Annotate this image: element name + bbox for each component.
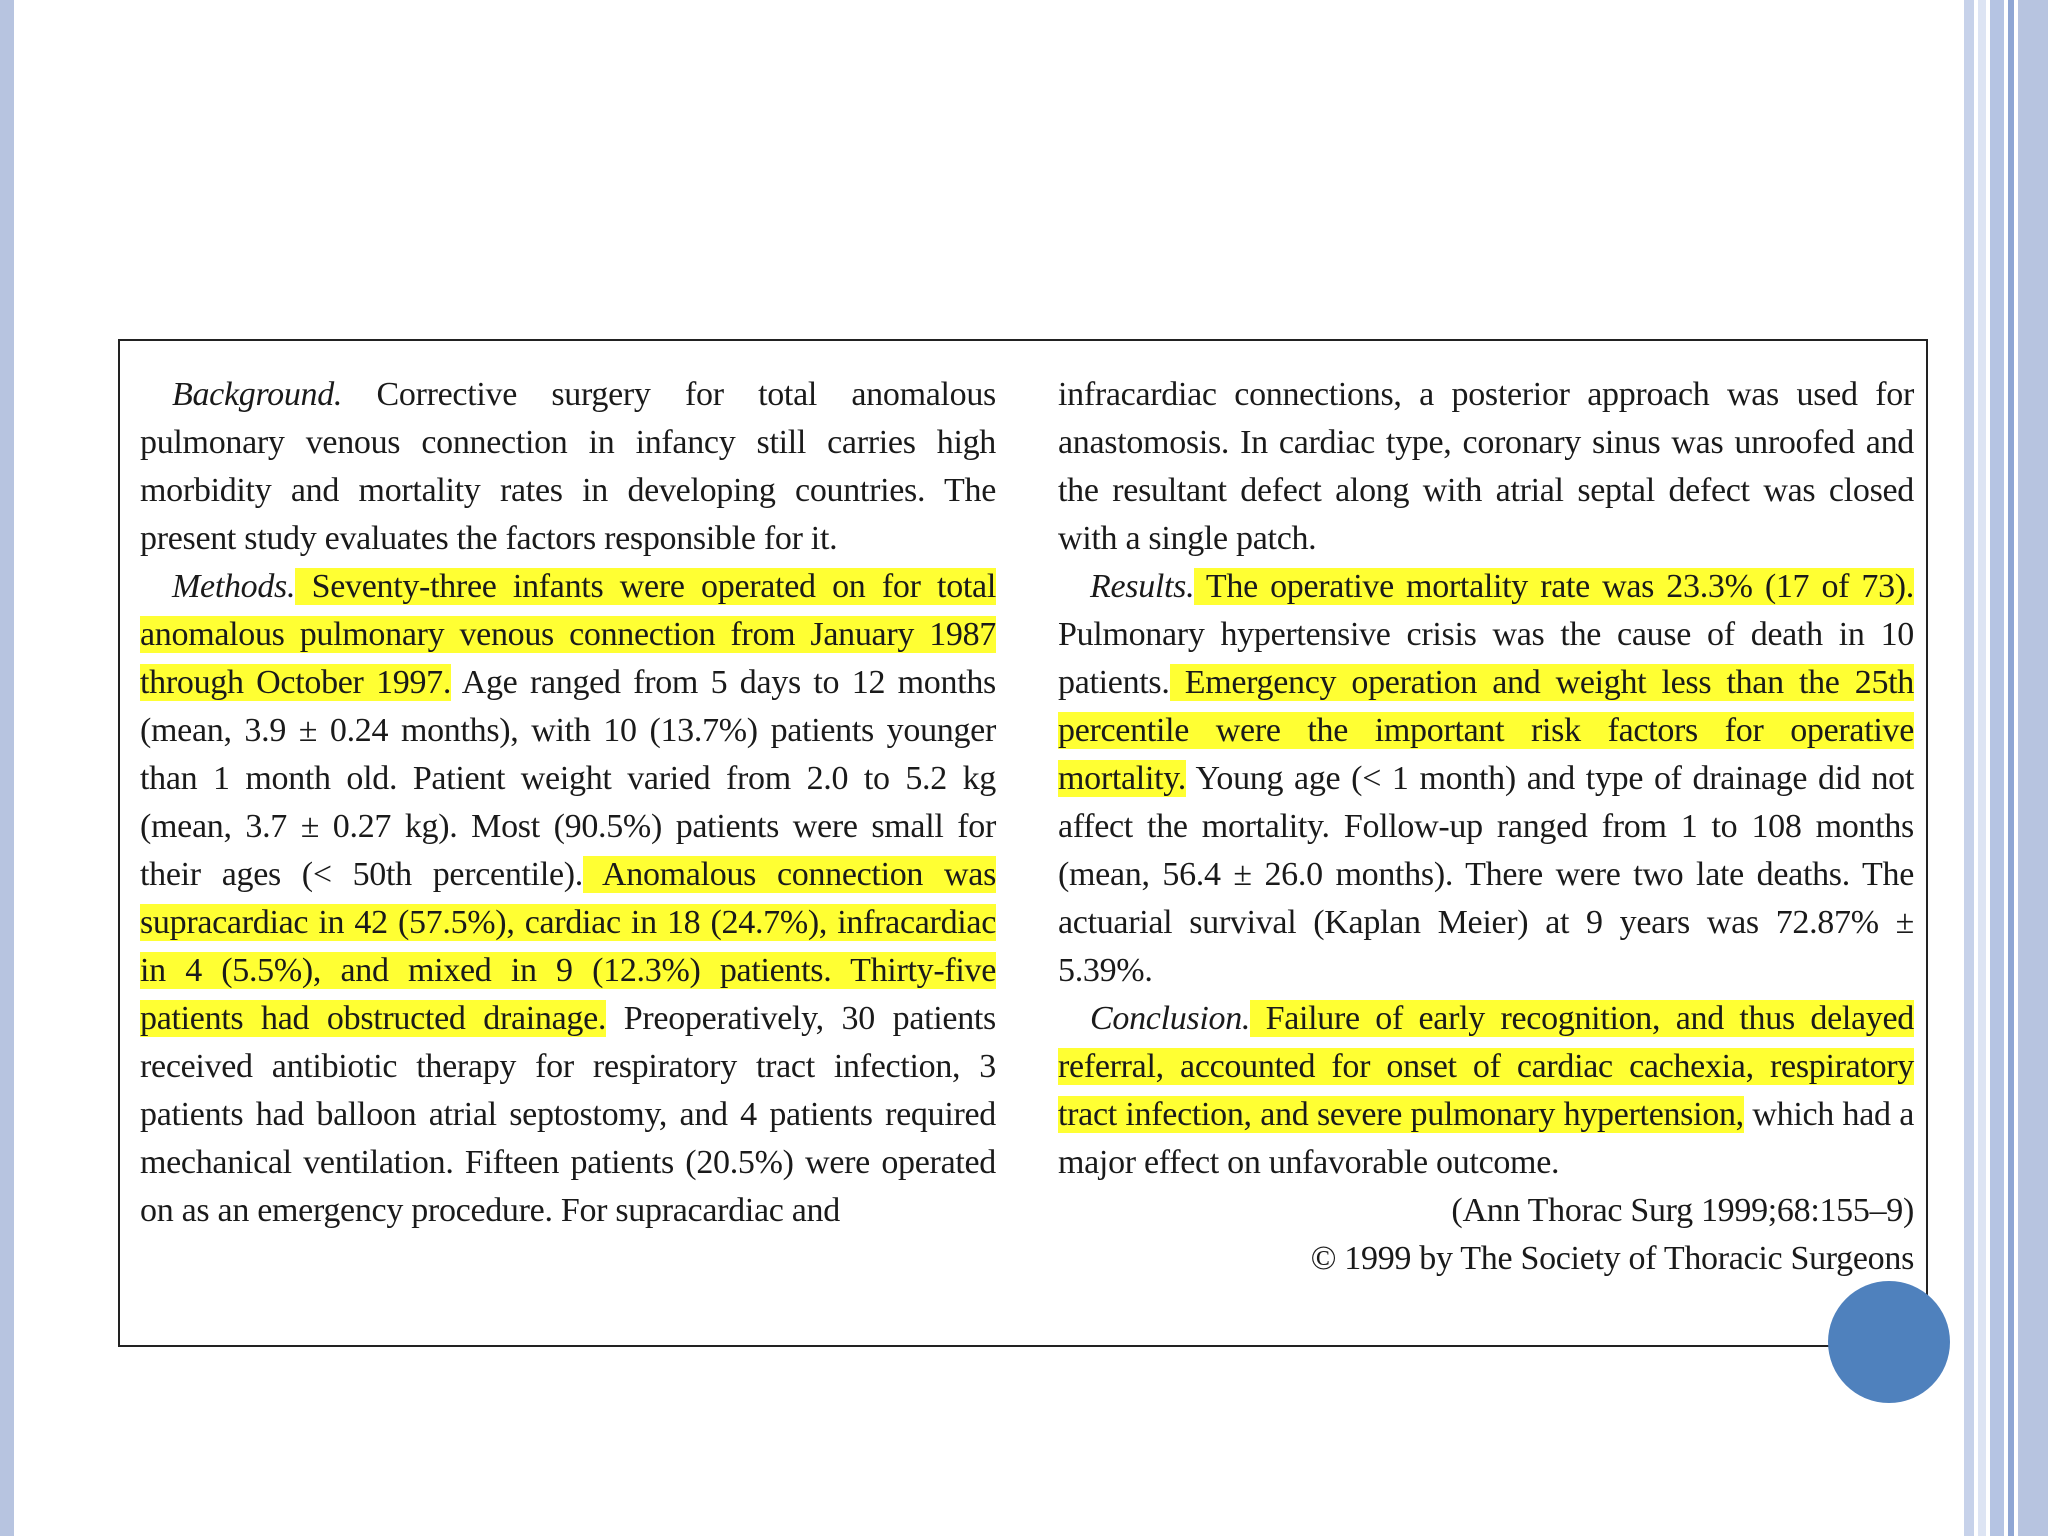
results-paragraph — [1058, 563, 1914, 995]
methods-highlight-2: Anomalous connection was supracardiac in 42 (57.5%), cardiac in 18 (24.7%), infracardiac in 4 (5.5%), and mixed in 9 (12.3%) patients. Thirty-five patients had obstructed drainage. — [140, 856, 996, 1037]
methods-label: Methods. — [172, 568, 296, 605]
abstract-left-column — [140, 371, 996, 1235]
results-highlight-2: Emergency operation and weight less than the 25th percentile were the important risk factors for operative mortality. — [1058, 664, 1914, 797]
background-label: Background. — [172, 376, 343, 413]
slide-circle-badge — [1828, 1281, 1950, 1403]
citation-block — [1058, 1187, 1914, 1283]
results-highlight-1: The operative mortality rate was 23.3% (17 of 73). — [1194, 568, 1914, 605]
methods-text-1: Age ranged from 5 days to 12 months (mean, 3.9 ± 0.24 months), with 10 (13.7%) patients younger than 1 month old. Patient weight varied from 2.0 to 5.2 kg (mean, 3.7 ± 0.27 kg). Most (90.5%) patients were small for their ages (< 50th percentile). — [140, 664, 996, 893]
conclusion-text: which had a major effect on unfavorable outcome. — [1058, 1096, 1914, 1181]
slide-right-stripe — [1964, 0, 1974, 1536]
slide-right-stripe — [2008, 0, 2014, 1536]
slide-right-stripe — [1978, 0, 1986, 1536]
slide-right-stripe — [2018, 0, 2048, 1536]
background-text: Corrective surgery for total anomalous pulmonary venous connection in infancy still carries high morbidity and mortality rates in developing countries. The present study evaluates the factors responsible for it. — [140, 376, 996, 557]
methods-text-continued: infracardiac connections, a posterior approach was used for anastomosis. In cardiac type, coronary sinus was unroofed and the resultant defect along with atrial septal defect was closed with a single patch. — [1058, 376, 1914, 557]
methods-paragraph-continued — [1058, 371, 1914, 563]
methods-text-2: Preoperatively, 30 patients received antibiotic therapy for respiratory tract infection, 3 patients had balloon atrial septostomy, and 4 patients required mechanical ventilation. Fifteen patients (20.5%) were operated on as an emergency procedure. For supracardiac and — [140, 1000, 996, 1229]
abstract-image — [118, 339, 1928, 1347]
slide-right-stripe — [1990, 0, 2004, 1536]
results-text-1: Pulmonary hypertensive crisis was the cause of death in 10 patients. — [1058, 616, 1914, 701]
methods-highlight-1: Seventy-three infants were operated on for total anomalous pulmonary venous connection from January 1987 through October 1997. — [140, 568, 996, 701]
abstract-right-column — [1058, 371, 1914, 1283]
conclusion-label: Conclusion. — [1090, 1000, 1251, 1037]
conclusion-highlight: Failure of early recognition, and thus delayed referral, accounted for onset of cardiac cachexia, respiratory tract infection, and severe pulmonary hypertension, — [1058, 1000, 1914, 1133]
results-label: Results. — [1090, 568, 1195, 605]
citation-journal: (Ann Thorac Surg 1999;68:155–9) — [1451, 1192, 1914, 1229]
slide-left-border — [0, 0, 14, 1536]
citation-copyright: © 1999 by The Society of Thoracic Surgeons — [1310, 1240, 1914, 1277]
conclusion-paragraph — [1058, 995, 1914, 1187]
results-text-2: Young age (< 1 month) and type of drainage did not affect the mortality. Follow-up ranged from 1 to 108 months (mean, 56.4 ± 26.0 months). There were two late deaths. The actuarial survival (Kaplan Meier) at 9 years was 72.87% ± 5.39%. — [1058, 760, 1914, 989]
methods-paragraph — [140, 563, 996, 1235]
background-paragraph — [140, 371, 996, 563]
